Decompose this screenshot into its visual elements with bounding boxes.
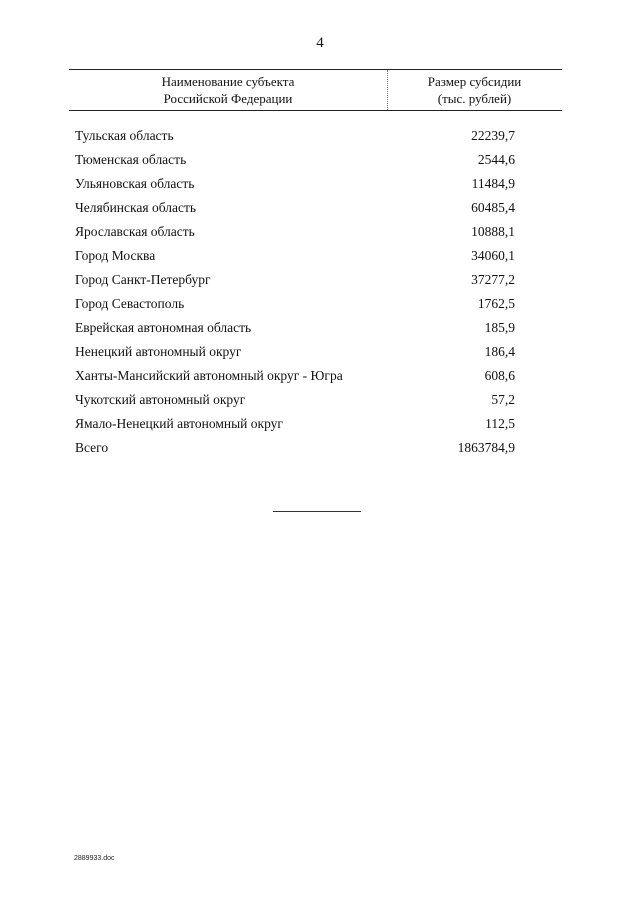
region-name: Челябинская область [75,200,197,215]
column-header-amount-label: Размер субсидии (тыс. рублей) [427,74,522,106]
table-row [75,198,515,222]
subsidy-amount: 186,4 [484,344,515,359]
region-name: Тульская область [75,128,174,143]
document-code: 2889933.doc [74,855,115,862]
table-body [75,126,515,462]
subsidy-amount: 57,2 [491,392,515,407]
subsidy-amount: 10888,1 [471,224,515,239]
table-row [75,414,515,438]
region-name: Всего [75,440,109,455]
subsidy-amount: 2544,6 [477,152,515,167]
region-name: Чукотский автономный округ [75,392,246,407]
table-row [75,438,515,462]
region-name: Ярославская область [75,224,195,239]
table-row [75,342,515,366]
subsidy-amount: 22239,7 [471,128,515,143]
region-name: Тюменская область [75,152,187,167]
subsidy-amount: 34060,1 [471,248,515,263]
end-separator-line [273,511,361,512]
subsidy-amount: 1863784,9 [457,440,515,455]
table-row [75,150,515,174]
table-row [75,126,515,150]
table-row [75,270,515,294]
table-row [75,174,515,198]
column-header-region-label: Наименование субъекта Российской Федерации [161,74,295,106]
region-name: Ульяновская область [75,176,195,191]
subsidy-amount: 37277,2 [471,272,515,287]
region-name: Город Москва [75,248,156,263]
region-name: Еврейская автономная область [75,320,252,335]
subsidy-amount: 185,9 [484,320,515,335]
table-header [69,69,562,111]
column-header-region [69,73,387,107]
subsidy-amount: 11484,9 [471,176,515,191]
table-row [75,366,515,390]
subsidy-amount: 1762,5 [477,296,515,311]
region-name: Ямало-Ненецкий автономный округ [75,416,283,431]
subsidy-amount: 608,6 [484,368,515,383]
column-header-amount [387,73,562,107]
region-name: Город Севастополь [75,296,185,311]
region-name: Ненецкий автономный округ [75,344,242,359]
region-name: Город Санкт-Петербург [75,272,211,287]
table-row [75,390,515,414]
table-row [75,246,515,270]
table-row [75,294,515,318]
region-name: Ханты-Мансийский автономный округ - Югра [75,368,343,383]
subsidy-amount: 60485,4 [471,200,515,215]
page-number: 4 [316,35,324,51]
table-row [75,318,515,342]
table-row [75,222,515,246]
subsidy-amount: 112,5 [485,416,515,431]
